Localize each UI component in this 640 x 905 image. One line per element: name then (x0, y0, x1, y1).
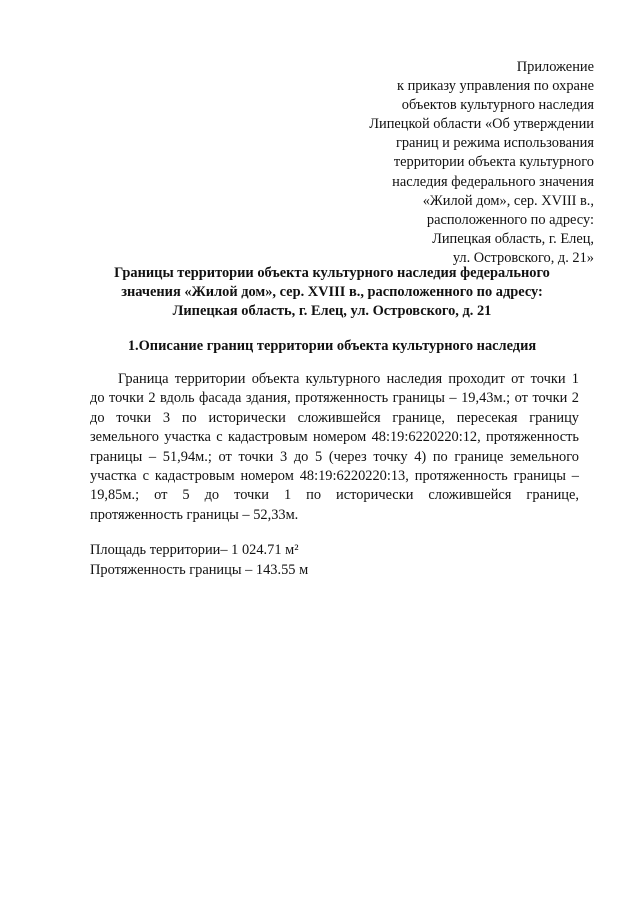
appendix-line: ул. Островского, д. 21» (452, 249, 594, 266)
appendix-line: Липецкой области «Об утверждении (369, 116, 594, 133)
appendix-line: Приложение (516, 59, 594, 75)
body-line: границы – 51,94м.; от точки 3 до 5 (через точку 4) по границе земельного (90, 448, 579, 465)
body-line: земельного участка с кадастровым номером 48:19:6220220:12, протяженность (90, 429, 579, 446)
body-line: участка с кадастровым номером 48:19:6220220:13, протяженность границы – (90, 468, 579, 485)
body-line: до точки 2 вдоль фасада здания, протяженность границы – 19,43м.; от точки 2 (90, 390, 579, 407)
territory-stats (90, 540, 579, 580)
appendix-line: к приказу управления по охране (397, 78, 594, 95)
appendix-line: расположенного по адресу: (426, 211, 594, 228)
boundary-length: Протяженность границы – 143.55 м (90, 562, 309, 578)
appendix-line: наследия федерального значения (392, 173, 594, 190)
boundary-description (90, 370, 579, 525)
title-line: Липецкая область, г. Елец, ул. Островского, д. 21 (172, 303, 492, 320)
title-line: значения «Жилой дом», сер. XVIII в., расположенного по адресу: (121, 284, 543, 301)
appendix-line: объектов культурного наследия (401, 97, 594, 114)
territory-area: Площадь территории– 1 024.71 м² (90, 542, 299, 558)
appendix-block (264, 58, 594, 268)
body-line: протяженность границы – 52,33м. (90, 506, 299, 523)
title-line: Границы территории объекта культурного наследия федерального (114, 265, 550, 281)
appendix-line: территории объекта культурного (393, 154, 594, 171)
body-line: Граница территории объекта культурного наследия проходит от точки 1 (118, 371, 579, 387)
body-line: до точки 3 по исторически сложившейся границе, пересекая границу (90, 409, 579, 426)
appendix-line: границ и режима использования (395, 135, 594, 152)
body-line: 19,85м.; от 5 до точки 1 по исторически сложившейся границе, (90, 487, 579, 504)
appendix-line: «Жилой дом», сер. XVIII в., (422, 192, 594, 209)
appendix-line: Липецкая область, г. Елец, (432, 230, 594, 247)
section-heading: 1.Описание границ территории объекта культурного наследия (127, 338, 537, 354)
document-title (90, 264, 574, 322)
